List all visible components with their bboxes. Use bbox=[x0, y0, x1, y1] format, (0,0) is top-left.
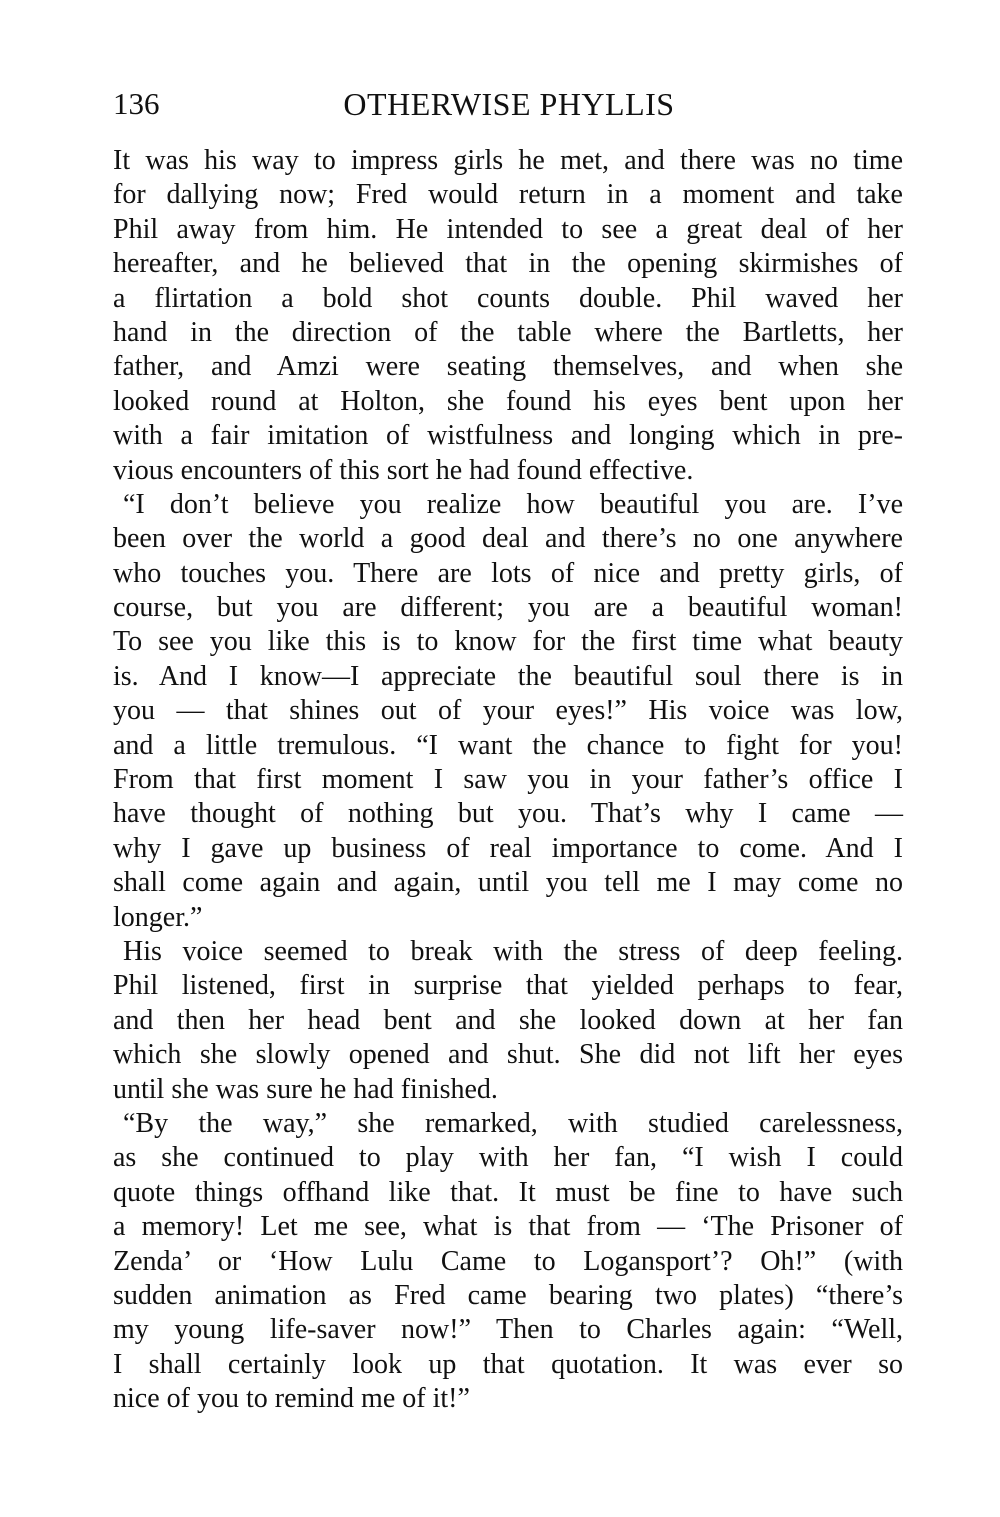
text-line: you — that shines out of your eyes!” His voice was low, bbox=[113, 695, 903, 727]
text-line: nice of you to remind me of it!” bbox=[113, 1383, 470, 1415]
text-line: which she slowly opened and shut. She did not lift her eyes bbox=[113, 1039, 903, 1071]
text-line: His voice seemed to break with the stress of deep feeling. bbox=[123, 935, 903, 967]
text-line: a flirtation a bold shot counts double. Phil waved her bbox=[113, 282, 903, 314]
text-line: “By the way,” she remarked, with studied carelessness, bbox=[123, 1107, 903, 1139]
text-line: Phil away from him. He intended to see a great deal of her bbox=[113, 213, 903, 245]
text-line: my young life-saver now!” Then to Charles again: “Well, bbox=[113, 1314, 903, 1346]
text-line: course, but you are different; you are a beautiful woman! bbox=[113, 592, 903, 624]
text-line: have thought of nothing but you. That’s why I came — bbox=[113, 798, 903, 830]
text-line: It was his way to impress girls he met, and there was no time bbox=[113, 145, 903, 176]
text-line: I shall certainly look up that quotation. It was ever so bbox=[113, 1348, 903, 1380]
text-line: as she continued to play with her fan, “I wish I could bbox=[113, 1142, 903, 1174]
text-line: with a fair imitation of wistfulness and longing which in pre- bbox=[113, 420, 903, 452]
text-line: a memory! Let me see, what is that from — ‘The Prisoner of bbox=[113, 1211, 903, 1243]
text-line: From that first moment I saw you in your father’s office I bbox=[113, 764, 903, 796]
text-line: and a little tremulous. “I want the chance to fight for you! bbox=[113, 729, 903, 761]
text-line: been over the world a good deal and there’s no one anywhere bbox=[113, 523, 903, 555]
page-header bbox=[113, 82, 905, 132]
text-line: hand in the direction of the table where the Bartletts, her bbox=[113, 316, 903, 348]
text-line: quote things offhand like that. It must be fine to have such bbox=[113, 1176, 903, 1208]
text-line: until she was sure he had finished. bbox=[113, 1073, 498, 1105]
text-line: sudden animation as Fred came bearing two plates) “there’s bbox=[113, 1279, 903, 1311]
text-line: hereafter, and he believed that in the opening skirmishes of bbox=[113, 248, 903, 280]
text-line: vious encounters of this sort he had found effective. bbox=[113, 454, 694, 486]
text-line: for dallying now; Fred would return in a moment and take bbox=[113, 179, 903, 211]
text-line: Zenda’ or ‘How Lulu Came to Logansport’? Oh!” (with bbox=[113, 1245, 903, 1277]
text-line: is. And I know—I appreciate the beautiful soul there is in bbox=[113, 660, 903, 692]
body-text bbox=[113, 144, 903, 1416]
text-line: father, and Amzi were seating themselves, and when she bbox=[113, 351, 903, 383]
text-line: Phil listened, first in surprise that yielded perhaps to fear, bbox=[113, 970, 903, 1002]
page-number: 136 bbox=[113, 86, 160, 121]
text-line: and then her head bent and she looked down at her fan bbox=[113, 1004, 903, 1036]
text-line: shall come again and again, until you tell me I may come no bbox=[113, 867, 903, 899]
text-line: longer.” bbox=[113, 901, 203, 933]
running-title: OTHERWISE PHYLLIS bbox=[343, 86, 675, 122]
text-line: “I don’t believe you realize how beautiful you are. I’ve bbox=[123, 488, 903, 520]
text-line: looked round at Holton, she found his eyes bent upon her bbox=[113, 385, 903, 417]
text-line: To see you like this is to know for the first time what beauty bbox=[113, 626, 903, 658]
text-line: who touches you. There are lots of nice and pretty girls, of bbox=[113, 557, 903, 589]
text-line: why I gave up business of real importance to come. And I bbox=[113, 832, 903, 864]
